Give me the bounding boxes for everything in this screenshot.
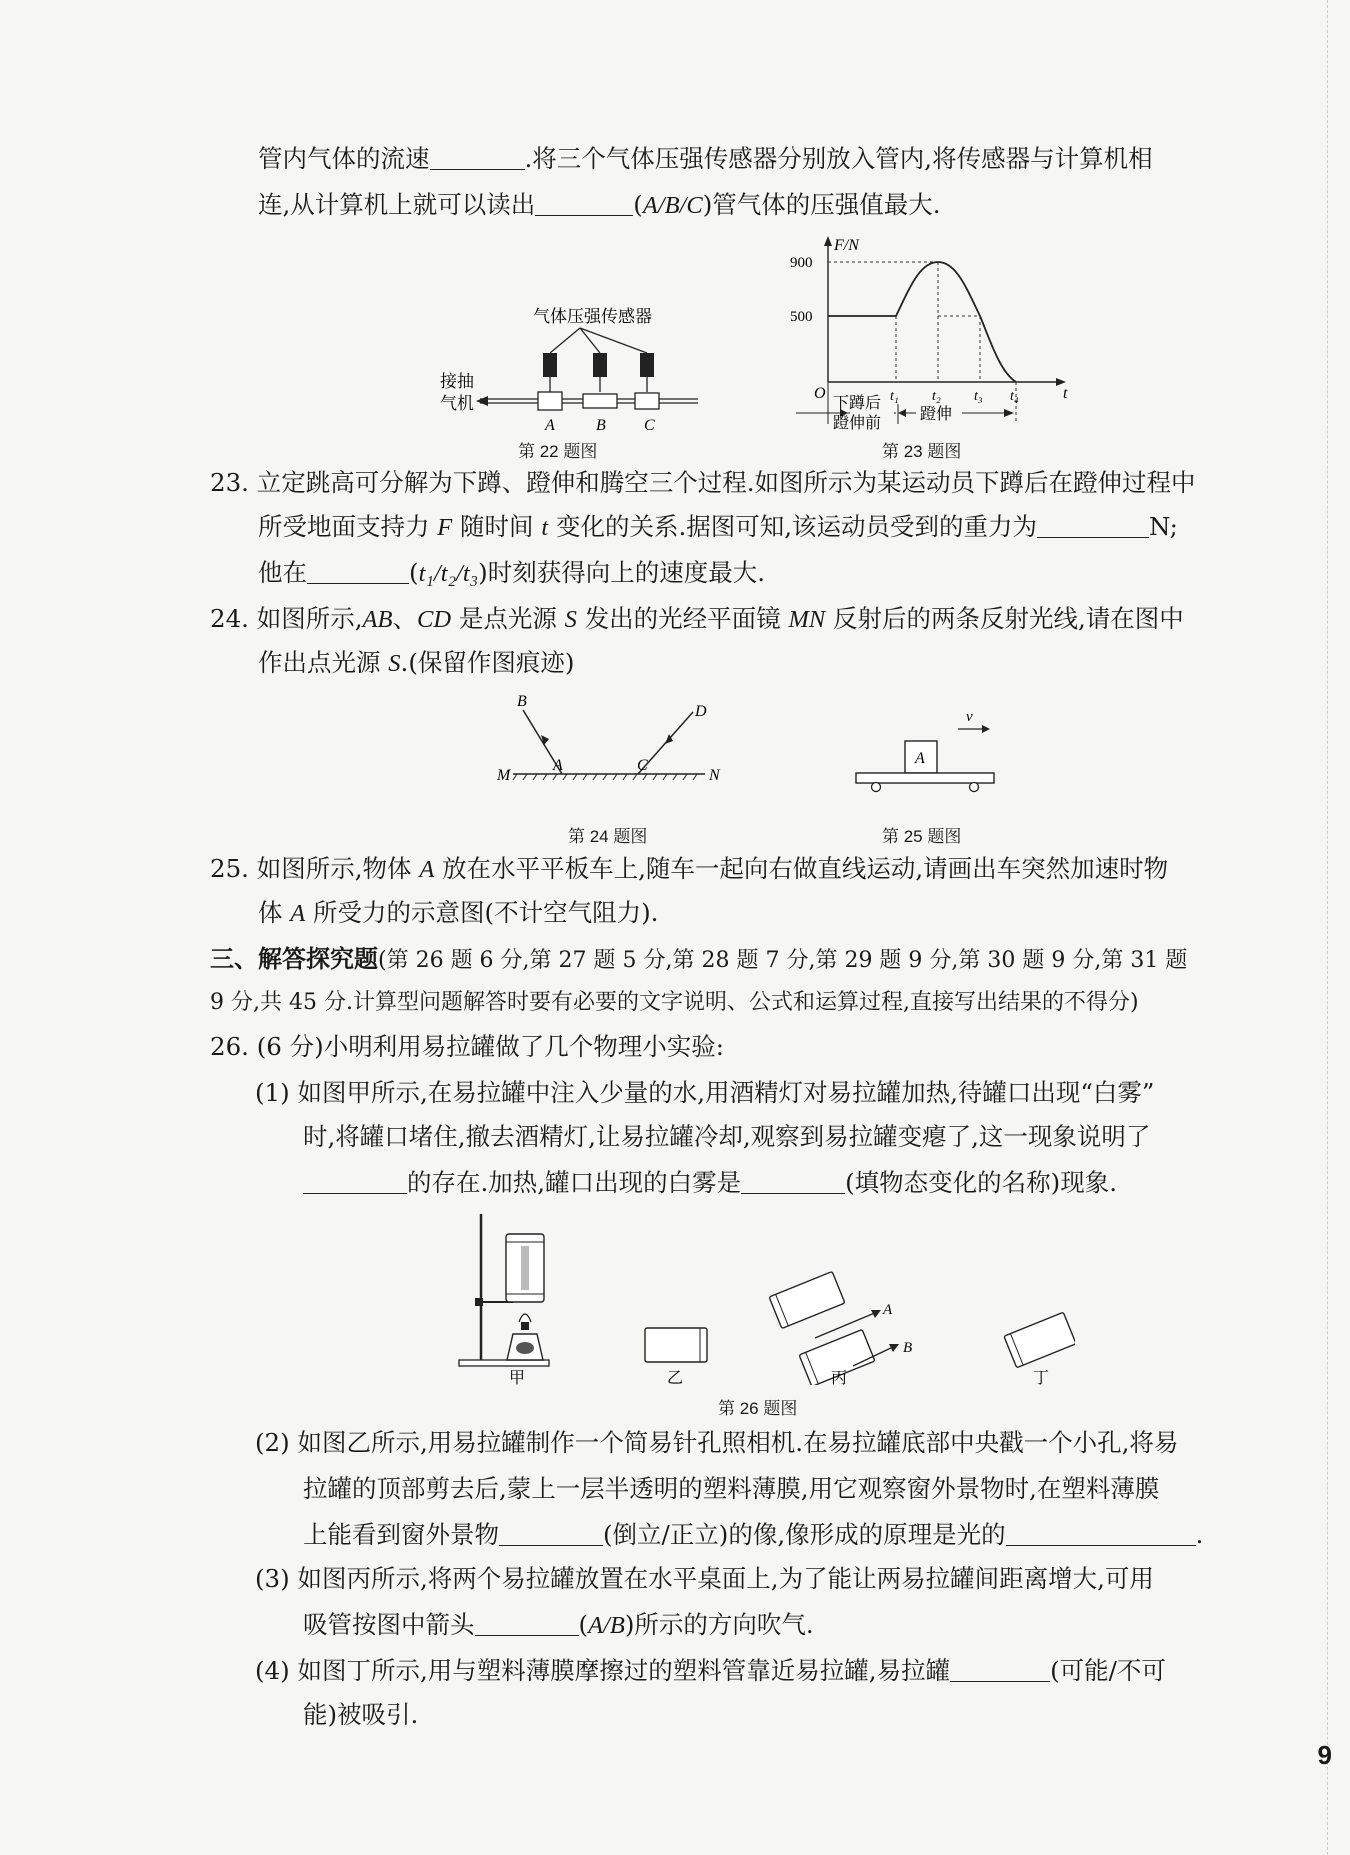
answer-blank[interactable] xyxy=(535,193,633,216)
text: 的存在.加热,罐口出现的白雾是 xyxy=(407,1168,742,1197)
fig-label-ding: 丁 xyxy=(1033,1370,1050,1385)
text: (4) 如图丁所示,用与塑料薄膜摩擦过的塑料管靠近易拉罐,易拉罐 xyxy=(255,1656,951,1685)
y-tick-500: 500 xyxy=(790,309,813,325)
force-curve xyxy=(828,262,1016,382)
fig25-caption: 第 25 题图 xyxy=(882,827,962,846)
phase-label: 蹬伸 xyxy=(920,406,953,423)
answer-blank[interactable] xyxy=(1037,515,1149,538)
x-axis-label: t xyxy=(1063,385,1068,402)
text: ( xyxy=(633,190,643,219)
answer-blank[interactable] xyxy=(303,1171,407,1194)
x-tick-t3: t₃ xyxy=(974,389,983,404)
answer-blank[interactable] xyxy=(430,147,525,170)
q23-line-2 xyxy=(258,510,1178,545)
pinhole-can-icon xyxy=(645,1328,707,1362)
pipe-label-b: B xyxy=(596,417,606,434)
text: 上能看到窗外景物 xyxy=(303,1520,499,1549)
point-n: N xyxy=(709,767,720,784)
x-tick-t4: t₄ xyxy=(1010,389,1019,404)
q26-head: 26. (6 分)小明利用易拉罐做了几个物理小实验: xyxy=(210,1032,724,1061)
page-number: 9 xyxy=(1317,1740,1332,1770)
text: (第 26 题 6 分,第 27 题 5 分,第 28 题 7 分,第 29 题 9 分,第 30 题 9 分,第 31 题 xyxy=(378,948,1188,973)
answer-blank[interactable] xyxy=(741,1171,845,1194)
arrow-a-icon xyxy=(815,1312,877,1338)
block-label: A xyxy=(915,750,925,767)
text: ( xyxy=(578,1610,589,1639)
q23-line-3 xyxy=(258,556,765,591)
answer-blank[interactable] xyxy=(499,1523,603,1546)
q25-line-2 xyxy=(258,896,658,931)
stand-base xyxy=(459,1360,549,1366)
q24-line-2 xyxy=(258,646,574,681)
text: 变化的关系.据图可知,该运动员受到的重力为 xyxy=(548,512,1038,541)
text: ( xyxy=(409,558,419,587)
x-tick-t2: t₂ xyxy=(932,389,941,404)
fig25-cart-diagram xyxy=(850,705,1000,795)
text: A/B xyxy=(588,1612,625,1639)
text: F xyxy=(437,514,453,541)
text: CD xyxy=(416,606,452,633)
pipe-label-c: C xyxy=(644,417,655,434)
section-3-line-2: 9 分,共 45 分.计算型问题解答时要有必要的文字说明、公式和运算过程,直接写出结果的不得分) xyxy=(210,990,1139,1015)
sensor-label: 气体压强传感器 xyxy=(533,307,652,326)
fig26-can-experiments xyxy=(455,1210,1075,1385)
q22-line-1 xyxy=(258,142,1153,176)
phase-label: 下蹲后 xyxy=(833,395,882,412)
text: .将三个气体压强传感器分别放入管内,将传感器与计算机相 xyxy=(524,144,1153,173)
sensor-a-icon xyxy=(543,353,557,377)
text: . xyxy=(1195,1520,1204,1549)
fig-label-bing: 丙 xyxy=(831,1370,848,1385)
text: 发出的光经平面镜 xyxy=(576,604,789,633)
q26-p2-line-3 xyxy=(303,1518,1203,1552)
text: 反射后的两条反射光线,请在图中 xyxy=(825,604,1184,633)
q26-p1-line-2: 时,将罐口堵住,撤去酒精灯,让易拉罐冷却,观察到易拉罐变瘪了,这一现象说明了 xyxy=(303,1122,1151,1151)
answer-blank[interactable] xyxy=(950,1659,1050,1682)
answer-blank[interactable] xyxy=(1006,1523,1196,1546)
text: )管气体的压强值最大. xyxy=(702,190,941,219)
text: A/B/C xyxy=(642,192,703,219)
can-icon xyxy=(769,1272,845,1329)
x-tick-t1: t₁ xyxy=(890,389,899,404)
q23-line-1: 23. 立定跳高可分解为下蹲、蹬伸和腾空三个过程.如图所示为某运动员下蹲后在蹬伸过程中 xyxy=(210,468,1196,497)
text: S xyxy=(564,606,577,633)
point-b: B xyxy=(517,693,527,710)
text: A xyxy=(419,856,435,883)
y-axis-label: F/N xyxy=(834,237,859,254)
page-edge xyxy=(1326,0,1328,1855)
flame-icon xyxy=(519,1314,531,1322)
origin-label: O xyxy=(814,385,826,402)
answer-blank[interactable] xyxy=(475,1613,579,1636)
arrow-a-label: A xyxy=(883,1302,893,1318)
wheel-icon xyxy=(970,783,979,792)
pipe-label-a: A xyxy=(545,417,555,434)
section-3-header xyxy=(210,942,1187,978)
q26-p4-line-1 xyxy=(255,1654,1166,1688)
text: 作出点光源 xyxy=(258,648,389,677)
text: AB xyxy=(362,606,393,633)
text: )所示的方向吹气. xyxy=(624,1610,814,1639)
text: N; xyxy=(1149,512,1178,541)
fig23-force-time-chart xyxy=(790,232,1080,432)
text: 24. 如图所示, xyxy=(210,604,363,633)
text: 25. 如图所示,物体 xyxy=(210,854,420,883)
text: 连,从计算机上就可以读出 xyxy=(258,190,536,219)
text: 所受地面支持力 xyxy=(258,512,438,541)
text: 体 xyxy=(258,898,291,927)
cart-platform xyxy=(856,773,994,783)
fig22-caption: 第 22 题图 xyxy=(518,442,598,461)
q26-p2-line-2: 拉罐的顶部剪去后,蒙上一层半透明的塑料薄膜,用它观察窗外景物时,在塑料薄膜 xyxy=(303,1474,1160,1503)
sensor-c-icon xyxy=(640,353,654,377)
text: 所受力的示意图(不计空气阻力). xyxy=(305,898,659,927)
q26-p1-line-3 xyxy=(303,1166,1117,1200)
fig-label-yi: 乙 xyxy=(667,1370,684,1385)
velocity-label: v xyxy=(966,709,973,725)
text: .(保留作图痕迹) xyxy=(400,648,575,677)
q26-p2-line-1: (2) 如图乙所示,用易拉罐制作一个简易针孔照相机.在易拉罐底部中央戳一个小孔,将易 xyxy=(255,1428,1179,1457)
text: S xyxy=(388,650,401,677)
q26-p3-line-2 xyxy=(303,1608,814,1643)
text: MN xyxy=(788,606,826,633)
sensor-b-icon xyxy=(593,353,607,377)
text: 吸管按图中箭头 xyxy=(303,1610,475,1639)
text: (填物态变化的名称)现象. xyxy=(845,1168,1117,1197)
text: 他在 xyxy=(258,558,307,587)
text: 放在水平平板车上,随车一起向右做直线运动,请画出车突然加速时物 xyxy=(434,854,1169,883)
q26-p1-line-1: (1) 如图甲所示,在易拉罐中注入少量的水,用酒精灯对易拉罐加热,待罐口出现“白雾” xyxy=(255,1078,1155,1107)
fig24-caption: 第 24 题图 xyxy=(568,827,648,846)
text: t₁/t₂/t₃ xyxy=(418,560,479,587)
pump-label: 气机 xyxy=(440,394,474,413)
q26-p3-line-1: (3) 如图丙所示,将两个易拉罐放置在水平桌面上,为了能让两易拉罐间距离增大,可用 xyxy=(255,1564,1154,1593)
y-tick-900: 900 xyxy=(790,255,813,271)
point-c: C xyxy=(637,757,648,774)
q26-p4-line-2: 能)被吸引. xyxy=(303,1700,419,1729)
wheel-icon xyxy=(872,783,881,792)
answer-blank[interactable] xyxy=(307,561,409,584)
q25-line-1 xyxy=(210,852,1168,887)
point-m: M xyxy=(497,767,511,784)
q22-line-2 xyxy=(258,188,941,223)
text: (可能/不可 xyxy=(1050,1656,1166,1685)
point-a: A xyxy=(553,757,563,774)
text: 随时间 xyxy=(452,512,542,541)
arrow-b-label: B xyxy=(903,1340,913,1356)
fig24-mirror-reflection-diagram xyxy=(495,690,735,790)
section-title: 三、解答探究题 xyxy=(210,944,378,973)
text: (倒立/正立)的像,像形成的原理是光的 xyxy=(603,1520,1006,1549)
fig-label-jia: 甲 xyxy=(509,1370,526,1385)
text: 管内气体的流速 xyxy=(258,144,430,173)
pump-label: 接抽 xyxy=(440,372,474,391)
text: )时刻获得向上的速度最大. xyxy=(478,558,766,587)
fig23-caption: 第 23 题图 xyxy=(882,442,962,461)
phase-label: 蹬伸前 xyxy=(833,415,882,432)
can-icon xyxy=(1004,1312,1075,1367)
fig22-pressure-sensors-diagram xyxy=(430,295,710,435)
q24-line-1 xyxy=(210,602,1184,637)
point-d: D xyxy=(695,703,707,720)
text: A xyxy=(290,900,306,927)
text: 、 xyxy=(392,604,417,633)
text: t xyxy=(541,514,549,541)
text: 是点光源 xyxy=(451,604,565,633)
fig26-caption: 第 26 题图 xyxy=(718,1399,798,1418)
